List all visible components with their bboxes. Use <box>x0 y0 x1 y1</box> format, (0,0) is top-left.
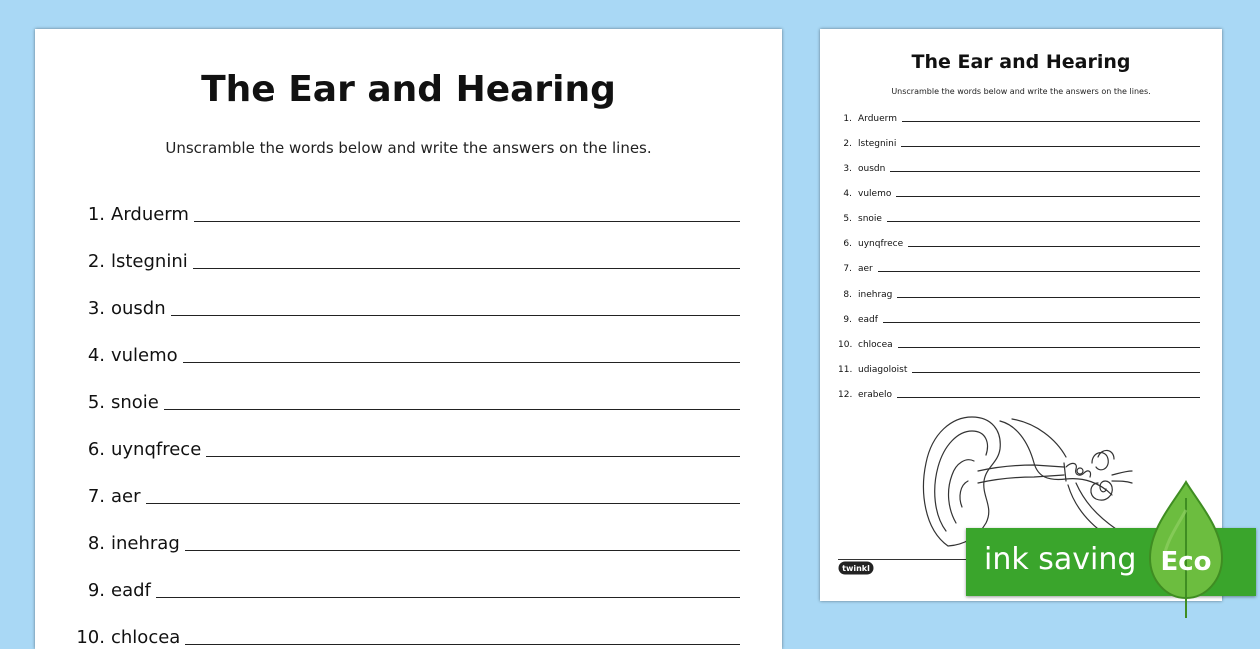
scrambled-word: aer <box>111 486 141 507</box>
question-row <box>838 235 1200 249</box>
scrambled-word: vulemo <box>111 345 178 366</box>
scrambled-word: inehrag <box>111 533 180 554</box>
scrambled-word: lstegnini <box>858 139 897 149</box>
worksheet-title: The Ear and Hearing <box>911 51 1131 73</box>
question-row <box>838 336 1200 350</box>
eco-label: Eco <box>1160 547 1212 577</box>
question-row <box>65 385 740 413</box>
scrambled-word: ousdn <box>858 164 886 174</box>
question-row <box>838 286 1200 300</box>
scrambled-word: udiagoloist <box>858 365 908 375</box>
answer-line <box>883 322 1200 323</box>
leaf-drop-icon <box>1146 480 1226 620</box>
question-number: 1. <box>843 114 852 124</box>
question-row <box>838 361 1200 375</box>
question-number: 3. <box>87 298 105 319</box>
question-number: 5. <box>843 214 852 224</box>
question-number: 3. <box>843 164 852 174</box>
answer-line <box>898 347 1200 348</box>
question-row <box>65 338 740 366</box>
question-row <box>65 526 740 554</box>
scrambled-word: eadf <box>858 315 878 325</box>
question-number: 7. <box>843 264 852 274</box>
question-row <box>65 620 740 648</box>
question-number: 5. <box>87 392 105 413</box>
answer-line <box>183 362 740 363</box>
scrambled-word: chlocea <box>858 340 893 350</box>
question-row <box>65 291 740 319</box>
question-row <box>65 197 740 225</box>
scrambled-word: ousdn <box>111 298 166 319</box>
answer-line <box>185 550 740 551</box>
answer-line <box>156 597 740 598</box>
worksheet-preview-large <box>35 29 782 649</box>
question-number: 12. <box>838 390 853 400</box>
question-row <box>838 260 1200 274</box>
answer-line <box>912 372 1200 373</box>
question-row <box>838 185 1200 199</box>
question-number: 11. <box>838 365 853 375</box>
question-row <box>838 135 1200 149</box>
question-row <box>65 244 740 272</box>
answer-line <box>206 456 740 457</box>
question-number: 2. <box>87 251 105 272</box>
worksheet-instructions: Unscramble the words below and write the answers on the lines. <box>891 87 1151 96</box>
answer-line <box>193 268 740 269</box>
ink-saving-label: ink saving <box>984 542 1137 577</box>
worksheet-title: The Ear and Hearing <box>201 69 616 110</box>
scrambled-word: erabelo <box>858 390 893 400</box>
scrambled-word: uynqfrece <box>111 439 202 460</box>
scrambled-word: Arduerm <box>858 114 897 124</box>
answer-line <box>194 221 740 222</box>
question-row <box>838 160 1200 174</box>
question-number: 4. <box>843 189 852 199</box>
scrambled-word: uynqfrece <box>858 239 904 249</box>
question-number: 6. <box>87 439 105 460</box>
answer-line <box>897 397 1200 398</box>
question-number: 9. <box>87 580 105 601</box>
question-number: 9. <box>843 315 852 325</box>
question-row <box>65 432 740 460</box>
question-number: 2. <box>843 139 852 149</box>
question-number: 4. <box>87 345 105 366</box>
question-number: 7. <box>87 486 105 507</box>
question-row <box>838 110 1200 124</box>
answer-line <box>902 121 1200 122</box>
scrambled-word: Arduerm <box>111 204 189 225</box>
answer-line <box>164 409 740 410</box>
scrambled-word: snoie <box>111 392 159 413</box>
scrambled-word: lstegnini <box>111 251 188 272</box>
answer-line <box>896 196 1200 197</box>
answer-line <box>887 221 1200 222</box>
answer-line <box>897 297 1200 298</box>
answer-line <box>878 271 1200 272</box>
question-number: 10. <box>76 627 105 648</box>
twinkl-logo-icon <box>838 561 874 575</box>
question-number: 8. <box>87 533 105 554</box>
answer-line <box>171 315 740 316</box>
question-row <box>838 210 1200 224</box>
question-row <box>838 386 1200 400</box>
scrambled-word: aer <box>858 264 873 274</box>
scrambled-word: inehrag <box>858 290 893 300</box>
question-number: 1. <box>87 204 105 225</box>
question-row <box>838 311 1200 325</box>
worksheet-instructions: Unscramble the words below and write the answers on the lines. <box>165 139 652 157</box>
question-number: 8. <box>843 290 852 300</box>
answer-line <box>146 503 740 504</box>
scrambled-word: vulemo <box>858 189 892 199</box>
question-number: 6. <box>843 239 852 249</box>
answer-line <box>908 246 1200 247</box>
answer-line <box>185 644 740 645</box>
scrambled-word: eadf <box>111 580 151 601</box>
answer-line <box>901 146 1200 147</box>
answer-line <box>890 171 1200 172</box>
scrambled-word: snoie <box>858 214 882 224</box>
question-row <box>65 479 740 507</box>
scrambled-word: chlocea <box>111 627 181 648</box>
twinkl-logo-text: twinkl <box>842 564 870 573</box>
question-number: 10. <box>838 340 853 350</box>
question-row <box>65 573 740 601</box>
